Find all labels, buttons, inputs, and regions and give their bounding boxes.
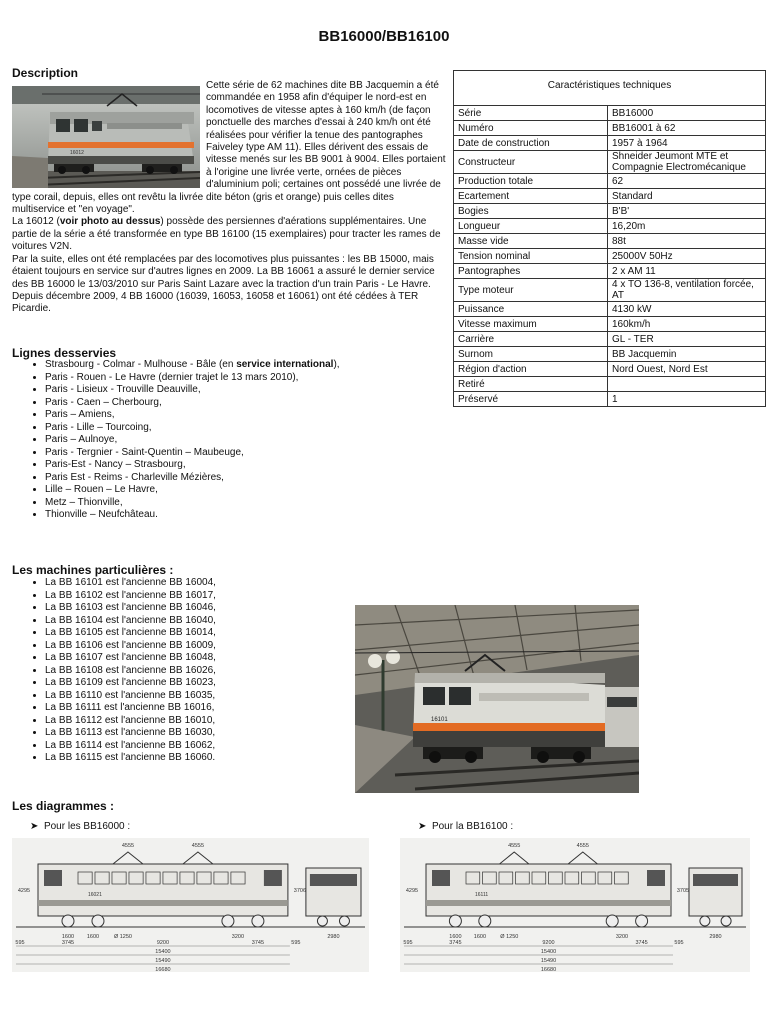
- list-item: • La BB 16112 est l'ancienne BB 16010,: [45, 715, 375, 728]
- spec-value: BB16000: [608, 106, 766, 121]
- list-item: • La BB 16105 est l'ancienne BB 16014,: [45, 627, 375, 640]
- dimension-label: 595: [674, 940, 684, 946]
- spec-key: Préservé: [454, 392, 608, 407]
- dimension-label: 2980: [327, 934, 340, 940]
- list-item: • Paris Est - Reims - Charleville Mézières,: [45, 472, 465, 485]
- list-item: • La BB 16110 est l'ancienne BB 16035,: [45, 690, 375, 703]
- spec-key: Surnom: [454, 347, 608, 362]
- table-row: [454, 174, 766, 189]
- table-row: [454, 332, 766, 347]
- spec-key: Carrière: [454, 332, 608, 347]
- page-title: BB16000/BB16100: [318, 28, 450, 45]
- list-item: • La BB 16107 est l'ancienne BB 16048,: [45, 652, 375, 665]
- spec-value: [608, 377, 766, 392]
- spec-value: Nord Ouest, Nord Est: [608, 362, 766, 377]
- diagrams-heading: Les diagrammes :: [12, 799, 115, 813]
- dimension-label: 4555: [121, 843, 135, 849]
- spec-value: 1957 à 1964: [608, 136, 766, 151]
- locomotive-photo-16101: [355, 605, 639, 793]
- table-row: [454, 279, 766, 302]
- list-item: • Strasbourg - Colmar - Mulhouse - Bâle (en service international),: [45, 359, 465, 372]
- table-row: [454, 121, 766, 136]
- spec-value: 16,20m: [608, 219, 766, 234]
- list-item: • La BB 16113 est l'ancienne BB 16030,: [45, 727, 375, 740]
- specs-body: [454, 106, 766, 407]
- spec-key: Production totale: [454, 174, 608, 189]
- diagram-bb16100: [400, 838, 750, 972]
- spec-key: Ecartement: [454, 189, 608, 204]
- table-row: [454, 362, 766, 377]
- dimension-label: 3706: [293, 888, 307, 894]
- list-item: • Paris - Lille – Tourcoing,: [45, 422, 465, 435]
- dimension-label: 15490: [540, 958, 557, 964]
- description-heading: Description: [12, 66, 79, 80]
- dimension-label: 4555: [191, 843, 205, 849]
- arrow-right-icon: ➤: [30, 821, 39, 832]
- table-row: [454, 264, 766, 279]
- table-row: [454, 219, 766, 234]
- list-item: • Lille – Rouen – Le Havre,: [45, 484, 465, 497]
- dimension-label: 1600: [61, 934, 75, 940]
- spec-key: Constructeur: [454, 151, 608, 174]
- table-row: [454, 189, 766, 204]
- machines-heading: Les machines particulières :: [12, 563, 174, 577]
- diagram-label-bb16100: ➤ Pour la BB16100 :: [418, 821, 514, 832]
- table-row: [454, 392, 766, 407]
- dimension-label: 16680: [155, 967, 171, 972]
- table-row: [454, 234, 766, 249]
- dimension-label: 3705: [676, 888, 690, 894]
- spec-value: BB16001 à 62: [608, 121, 766, 136]
- dimension-label: 595: [291, 940, 301, 946]
- specs-table: [453, 70, 766, 407]
- photo-reference-link: voir photo au dessus: [59, 216, 161, 228]
- dimension-label: 1600: [86, 934, 100, 940]
- dimension-label: 3200: [231, 934, 245, 940]
- description-paragraph-2: La 16012 (voir photo au dessus) possède des persiennes d'aérations supplémentaires. Une partie de la série a été transformée en type BB 16100 (15 exemplaires) pour tracter les rames de voitures V2N.: [12, 216, 441, 253]
- list-item: • La BB 16104 est l'ancienne BB 16040,: [45, 615, 375, 628]
- spec-key: Bogies: [454, 204, 608, 219]
- spec-key: Puissance: [454, 302, 608, 317]
- spec-key: Tension nominal: [454, 249, 608, 264]
- dimension-label: 9200: [542, 940, 555, 946]
- machines-list: [12, 577, 375, 765]
- diagram-loco-number: 16111: [475, 892, 489, 898]
- dimension-label: 15400: [540, 949, 557, 955]
- spec-value: BB Jacquemin: [608, 347, 766, 362]
- table-row: [454, 151, 766, 174]
- spec-value: Standard: [608, 189, 766, 204]
- dimension-label: Ø 1250: [113, 934, 132, 940]
- locomotive-photo-16012: [12, 86, 200, 188]
- dimension-label: Ø 1250: [500, 934, 519, 940]
- dimension-label: 1600: [473, 934, 487, 940]
- spec-key: Vitesse maximum: [454, 317, 608, 332]
- dimension-label: 3745: [635, 940, 648, 946]
- list-item: • La BB 16115 est l'ancienne BB 16060.: [45, 752, 375, 765]
- spec-value: GL - TER: [608, 332, 766, 347]
- table-row: [454, 377, 766, 392]
- spec-value: 88t: [608, 234, 766, 249]
- spec-key: Numéro: [454, 121, 608, 136]
- list-item: • La BB 16106 est l'ancienne BB 16009,: [45, 640, 375, 653]
- table-row: [454, 249, 766, 264]
- dimension-label: 15490: [155, 958, 171, 964]
- spec-value: 25000V 50Hz: [608, 249, 766, 264]
- spec-value: 2 x AM 11: [608, 264, 766, 279]
- table-row: [454, 347, 766, 362]
- dimension-label: 3745: [61, 940, 75, 946]
- description-paragraph-4: Depuis décembre 2009, 4 BB 16000 (16039, 16053, 16058 et 16061) ont été cédées à TER Picardie.: [12, 290, 419, 315]
- dimension-label: 4555: [576, 843, 589, 849]
- list-item: • La BB 16114 est l'ancienne BB 16062,: [45, 740, 375, 753]
- spec-value: B'B': [608, 204, 766, 219]
- description-paragraph-1: Cette série de 62 machines dite BB Jacquemin a été commandée en 1958 afin d'équiper le nord-est en locomotives de vitesse aptes à 160 km/h (de façon ponctuelle des marches d'essai à 240 km/h ont été réalisées pour vérifier la tenue des pantographes Faiveley type AM 11). Elles dérivent des essais de vitesse menés sur les BB 9001 à 9004. Elles portaient à l'origine une livrée verte, ornées de pièces d'aluminium poli; certaines ont possédé une livrée de type corail, depuis, elles ont revêtu la livrée dite béton (gris et orange) puis celles dites multiservice et "en voyage".: [12, 80, 446, 216]
- dimension-label: 9200: [156, 940, 170, 946]
- spec-key: Masse vide: [454, 234, 608, 249]
- spec-key: Longueur: [454, 219, 608, 234]
- list-item: • Paris - Lisieux - Trouville Deauville,: [45, 384, 465, 397]
- dimension-label: 3745: [251, 940, 265, 946]
- list-item: • La BB 16109 est l'ancienne BB 16023,: [45, 677, 375, 690]
- dimension-label: 595: [403, 940, 413, 946]
- list-item: • Metz – Thionville,: [45, 497, 465, 510]
- list-item: • La BB 16108 est l'ancienne BB 16026,: [45, 665, 375, 678]
- dimension-label: 3745: [449, 940, 462, 946]
- table-row: [454, 136, 766, 151]
- dimension-label: 3200: [615, 934, 629, 940]
- spec-value: 4 x TO 136-8, ventilation forcée, AT: [608, 279, 766, 302]
- spec-key: Date de construction: [454, 136, 608, 151]
- list-item: • Thionville – Neufchâteau.: [45, 509, 465, 522]
- diagram-label-bb16000: ➤ Pour les BB16000 :: [30, 821, 131, 832]
- dimension-label: 1600: [449, 934, 462, 940]
- diagram-loco-number: 16021: [87, 892, 102, 898]
- dimension-label: 2980: [709, 934, 722, 940]
- spec-key: Série: [454, 106, 608, 121]
- list-item: • La BB 16103 est l'ancienne BB 16046,: [45, 602, 375, 615]
- list-item: • Paris-Est - Nancy – Strasbourg,: [45, 459, 465, 472]
- list-item: • La BB 16101 est l'ancienne BB 16004,: [45, 577, 375, 590]
- description-paragraph-3: Par la suite, elles ont été remplacées par des locomotives plus puissantes : les BB 15000, mais étaient toujours en service sur d'autres lignes en 2009. La BB 16061 a assuré le dernier service des BB 16000 le 13/03/2010 sur Paris Saint Lazare avec la traction d'un train Paris - Le Havre.: [12, 253, 435, 290]
- spec-key: Pantographes: [454, 264, 608, 279]
- spec-key: Type moteur: [454, 279, 608, 302]
- list-item: • La BB 16111 est l'ancienne BB 16016,: [45, 702, 375, 715]
- table-row: [454, 204, 766, 219]
- spec-value: 1: [608, 392, 766, 407]
- spec-value: 62: [608, 174, 766, 189]
- spec-value: 4130 kW: [608, 302, 766, 317]
- table-row: [454, 106, 766, 121]
- diagram-bb16000: [12, 838, 369, 972]
- list-item: • Paris – Amiens,: [45, 409, 465, 422]
- spec-value: Shneider Jeumont MTE et Compagnie Electromécanique: [608, 151, 766, 174]
- list-item: • Paris - Caen – Cherbourg,: [45, 397, 465, 410]
- dimension-label: 16680: [540, 967, 557, 972]
- spec-key: Région d'action: [454, 362, 608, 377]
- lines-list: [12, 359, 465, 522]
- spec-value: 160km/h: [608, 317, 766, 332]
- photo2-loco-number: 16101: [431, 717, 448, 723]
- table-row: [454, 302, 766, 317]
- dimension-label: 15400: [155, 949, 171, 955]
- specs-caption: Caractéristiques techniques: [453, 70, 766, 105]
- spec-key: Retiré: [454, 377, 608, 392]
- photo1-loco-number: 16012: [70, 150, 84, 156]
- table-row: [454, 317, 766, 332]
- arrow-right-icon: ➤: [418, 821, 427, 832]
- dimension-label: 4555: [508, 843, 521, 849]
- dimension-label: 4295: [405, 888, 419, 894]
- dimension-label: 4295: [17, 888, 31, 894]
- list-item: • Paris – Aulnoye,: [45, 434, 465, 447]
- lines-heading: Lignes desservies: [12, 346, 117, 360]
- dimension-label: 595: [15, 940, 25, 946]
- list-item: • Paris - Tergnier - Saint-Quentin – Maubeuge,: [45, 447, 465, 460]
- list-item: • Paris - Rouen - Le Havre (dernier trajet le 13 mars 2010),: [45, 372, 465, 385]
- list-item: • La BB 16102 est l'ancienne BB 16017,: [45, 590, 375, 603]
